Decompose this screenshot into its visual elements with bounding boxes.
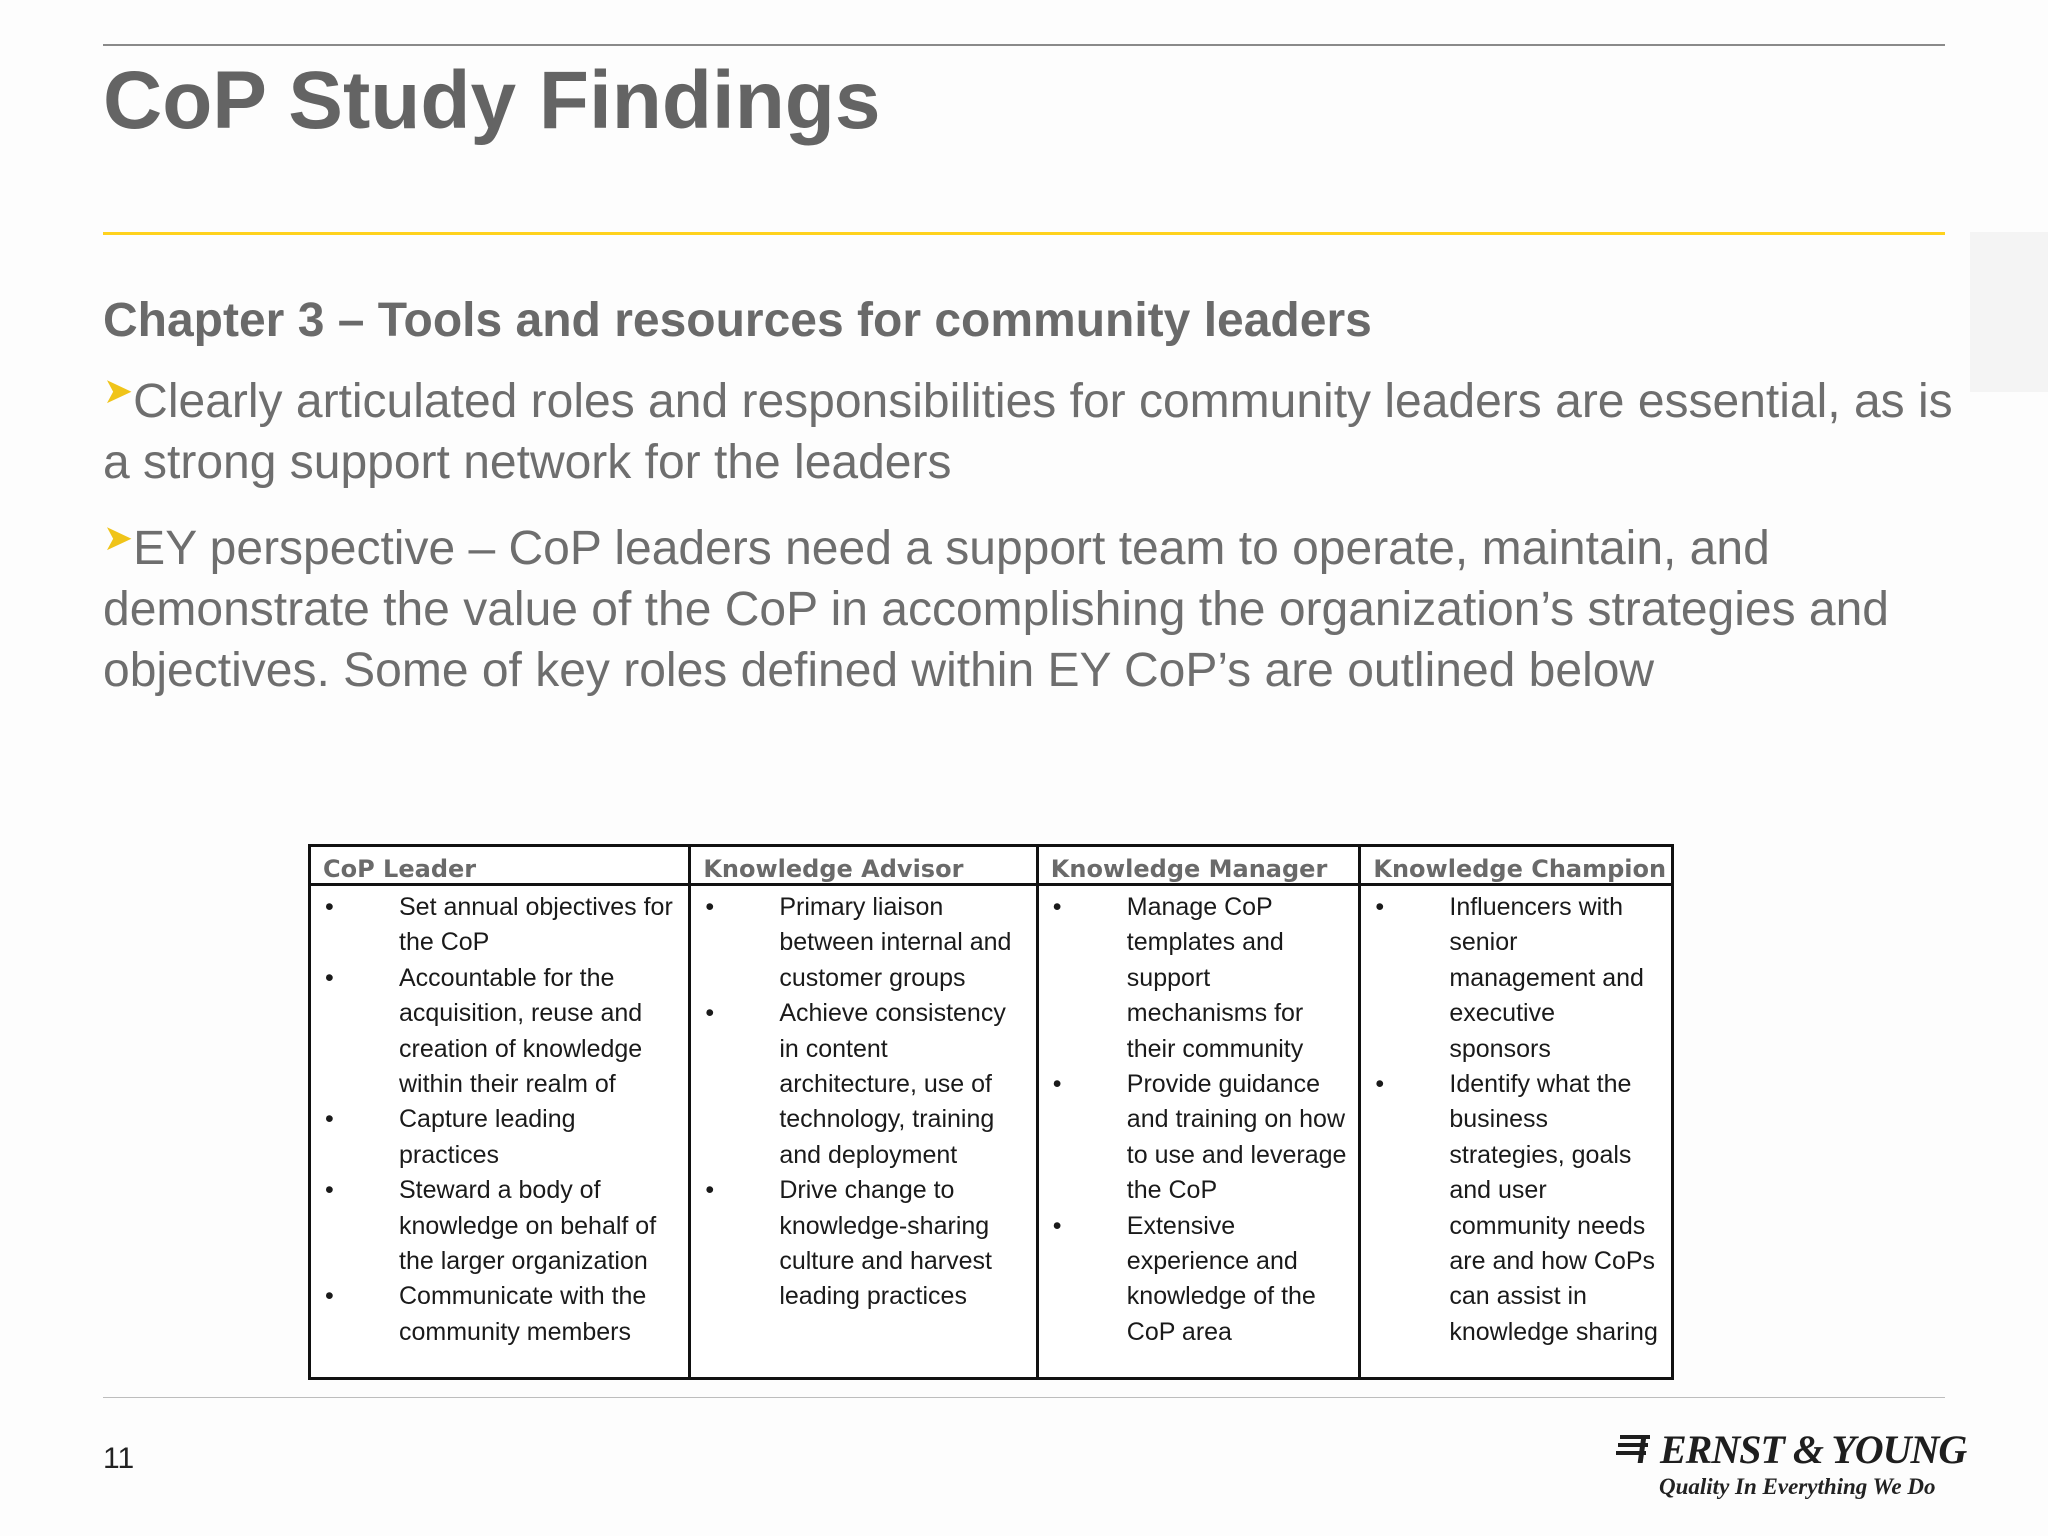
role-item-text: Manage CoP templates and support mechanisms for their community [1126, 893, 1304, 1063]
chapter-heading: Chapter 3 – Tools and resources for community leaders [103, 294, 1372, 347]
role-item [1361, 1067, 1671, 1350]
ey-logo-mark-icon [1616, 1432, 1656, 1466]
role-item [691, 1173, 1035, 1315]
role-item-text: Accountable for the acquisition, reuse and creation of knowledge within their realm of [399, 963, 643, 1099]
slide-body [103, 290, 1963, 715]
role-header: Knowledge Advisor [691, 847, 1035, 886]
role-header: Knowledge Manager [1039, 847, 1359, 886]
role-list [1361, 886, 1671, 1350]
role-item [311, 1173, 688, 1279]
role-list [1039, 886, 1359, 1350]
role-item [1039, 890, 1359, 1067]
side-band [1970, 232, 2048, 392]
role-header: Knowledge Champion [1361, 847, 1671, 886]
role-item-text: Steward a body of knowledge on behalf of the larger organization [399, 1176, 657, 1276]
role-item-text: Communicate with the community members [399, 1282, 647, 1346]
footer-rule [103, 1397, 1945, 1398]
ernst-young-logo [1616, 1424, 1967, 1504]
bullet-dot-icon: • [325, 893, 334, 921]
role-header: CoP Leader [311, 847, 688, 886]
role-column-knowledge-manager [1039, 847, 1362, 1377]
role-item [1361, 890, 1671, 1067]
bullet-dot-icon: • [705, 1176, 715, 1205]
top-rule [103, 44, 1945, 46]
role-item-text: Capture leading practices [399, 1105, 576, 1169]
role-item [691, 996, 1035, 1173]
role-item [311, 961, 688, 1103]
bullet-dot-icon: • [1052, 1211, 1062, 1240]
bullet-dot-icon: • [1052, 893, 1062, 921]
bullet-dot-icon: • [1375, 1070, 1385, 1099]
bullet-2 [103, 507, 1963, 701]
bullet-dot-icon: • [705, 999, 715, 1028]
bullet-dot-icon: • [1052, 1070, 1062, 1099]
role-list [311, 886, 688, 1350]
bullet-dot-icon: • [325, 1282, 334, 1311]
role-item-text: Identify what the business strategies, goals and user community needs are and how CoPs can assist in knowledge sharing [1449, 1070, 1658, 1346]
bullet-2-text: EY perspective – CoP leaders need a support team to operate, maintain, and demonstrate the value of the CoP in accomplishing the organization’s strategies and objectives. Some of key roles defined within EY CoP’s are outlined below [103, 522, 1889, 698]
bullet-dot-icon: • [705, 893, 715, 921]
title-underline [103, 232, 1945, 235]
bullet-1 [103, 360, 1963, 493]
role-item-text: Extensive experience and knowledge of the CoP area [1126, 1211, 1316, 1346]
role-item-text: Provide guidance and training on how to use and leverage the CoP [1126, 1070, 1347, 1205]
roles-table [308, 844, 1674, 1380]
role-column-knowledge-advisor [691, 847, 1038, 1377]
bullet-dot-icon: • [325, 1176, 334, 1205]
logo-name: ERNST & YOUNG [1660, 1427, 1967, 1472]
arrow-bullet-icon: ➤ [103, 370, 134, 412]
role-item-text: Primary liaison between internal and customer groups [779, 893, 1012, 992]
bullet-dot-icon: • [325, 1105, 334, 1134]
role-item-text: Drive change to knowledge-sharing culture and harvest leading practices [779, 1176, 992, 1311]
role-item [311, 1102, 688, 1173]
page-number: 11 [103, 1442, 135, 1475]
arrow-bullet-icon: ➤ [103, 517, 134, 559]
role-item-text: Achieve consistency in content architecture, use of technology, training and deployment [779, 999, 1006, 1169]
role-item [311, 890, 688, 961]
role-column-cop-leader [311, 847, 691, 1377]
slide-title: CoP Study Findings [103, 55, 881, 146]
role-item [691, 890, 1035, 996]
bullet-1-text: Clearly articulated roles and responsibilities for community leaders are essential, as is a strong support network for the leaders [103, 375, 1953, 490]
role-item-text: Set annual objectives for the CoP [399, 893, 673, 957]
role-item [311, 1279, 688, 1350]
bullet-dot-icon: • [325, 963, 334, 992]
role-item [1039, 1209, 1359, 1351]
logo-tagline: Quality In Everything We Do [1659, 1474, 1936, 1499]
role-item-text: Influencers with senior management and executive sponsors [1449, 893, 1644, 1063]
role-column-knowledge-champion [1361, 847, 1671, 1377]
role-item [1039, 1067, 1359, 1209]
bullet-dot-icon: • [1375, 893, 1385, 921]
role-list [691, 886, 1035, 1315]
